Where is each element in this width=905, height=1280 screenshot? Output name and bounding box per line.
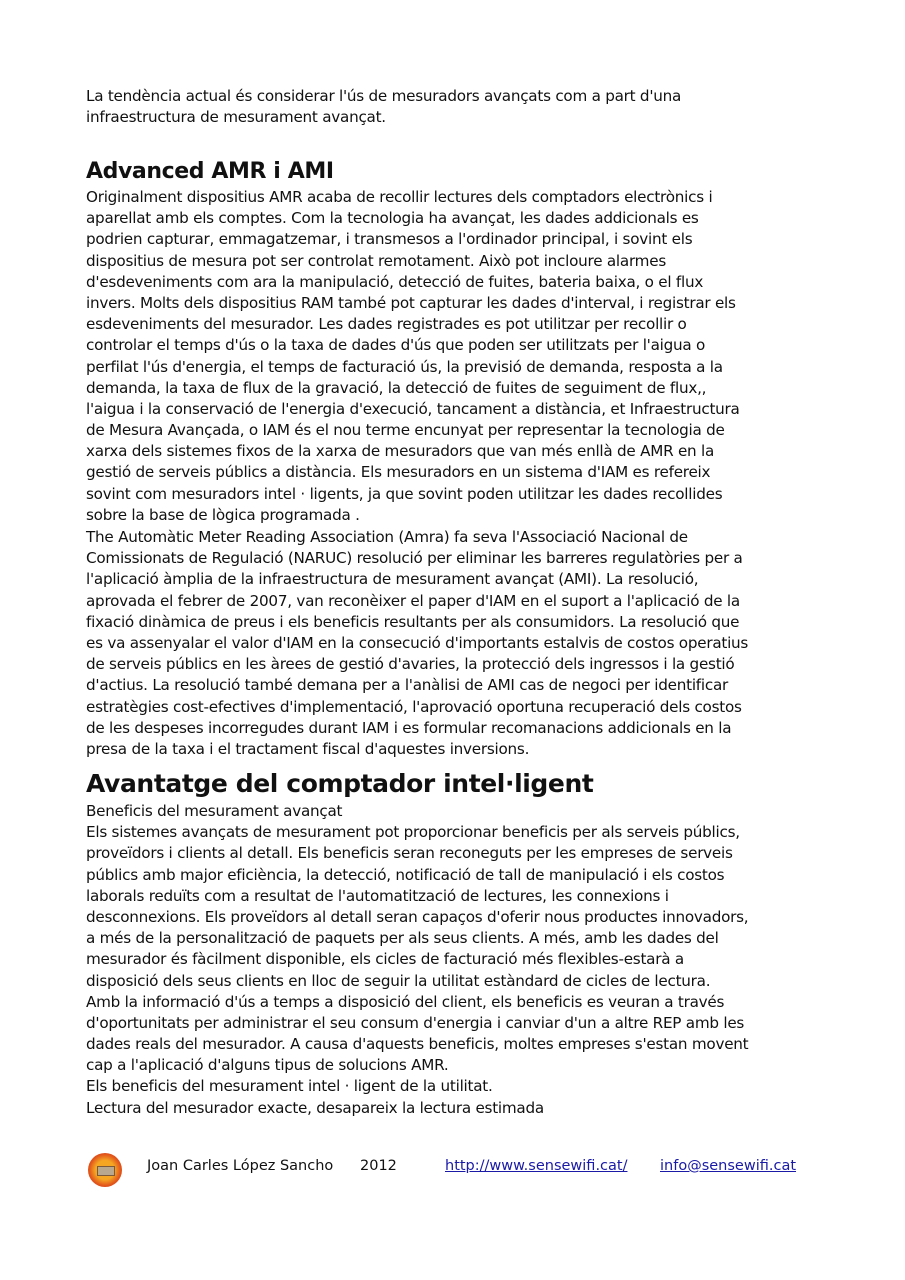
text-line: dispositius de mesura pot ser controlat remotament. Això pot incloure alarmes — [86, 251, 666, 270]
amr-ami-paragraph — [86, 187, 740, 526]
text-line: es va assenyalar el valor d'IAM en la consecució d'importants estalvis de costos operatius — [86, 633, 749, 652]
text-line: de Mesura Avançada, o IAM és el nou terme encunyat per representar la tecnologia de — [86, 421, 725, 440]
intro-paragraph — [86, 86, 681, 128]
text-line: públics amb major eficiència, la detecció, notificació de tall de manipulació i els costos — [86, 865, 725, 884]
text-line: Beneficis del mesurament avançat — [86, 802, 343, 820]
text-line: de les despeses incorregudes durant IAM i es formular recomanacions addicionals en la — [86, 718, 732, 737]
logo-icon — [88, 1153, 122, 1187]
text-line: Els beneficis del mesurament intel · ligent de la utilitat. — [86, 1077, 493, 1096]
text-line: infraestructura de mesurament avançat. — [86, 108, 386, 127]
text-line: proveïdors i clients al detall. Els beneficis seran reconeguts per les empreses de serveis — [86, 844, 733, 863]
text-line: de serveis públics en les àrees de gestió d'avaries, la protecció dels ingressos i la gestió — [86, 655, 735, 674]
footer-year: 2012 — [360, 1158, 397, 1174]
text-line: demanda, la taxa de flux de la gravació, la detecció de fuites de seguiment de flux,, — [86, 378, 707, 397]
text-line: gestió de serveis públics a distància. Els mesuradors en un sistema d'IAM es refereix — [86, 463, 711, 482]
text-line: Originalment dispositius AMR acaba de recollir lectures dels comptadors electrònics i — [86, 188, 713, 206]
footer-author: Joan Carles López Sancho — [147, 1158, 334, 1174]
text-line: l'aigua i la conservació de l'energia d'execució, tancament a distància, et Infraestructura — [86, 399, 740, 418]
text-line: La tendència actual és considerar l'ús de mesuradors avançats com a part d'una — [86, 87, 682, 105]
text-line: controlar el temps d'ús o la taxa de dades d'ús que poden ser utilitzats per l'aigua o — [86, 336, 706, 355]
footer-url-link[interactable]: http://www.sensewifi.cat/ — [445, 1158, 628, 1174]
text-line: d'oportunitats per administrar el seu consum d'energia i canviar d'un a altre REP amb les — [86, 1013, 745, 1032]
text-line: presa de la taxa i el tractament fiscal d'aquestes inversions. — [86, 739, 530, 758]
text-line: Comissionats de Regulació (NARUC) resolució per eliminar les barreres regulatòries per a — [86, 549, 743, 568]
text-line: a més de la personalització de paquets per als seus clients. A més, amb les dades del — [86, 929, 719, 948]
text-line: Lectura del mesurador exacte, desapareix la lectura estimada — [86, 1098, 544, 1117]
heading-advanced-amr-ami: Advanced AMR i AMI — [86, 159, 334, 184]
text-line: d'esdeveniments com ara la manipulació, detecció de fuites, bateria baixa, o el flux — [86, 272, 704, 291]
heading-smart-meter-advantage: Avantatge del comptador intel·ligent — [86, 769, 594, 798]
text-line: esdeveniments del mesurador. Les dades registrades es pot utilitzar per recollir o — [86, 315, 687, 334]
text-line: The Automàtic Meter Reading Association (Amra) fa seva l'Associació Nacional de — [86, 528, 688, 546]
text-line: sovint com mesuradors intel · ligents, ja que sovint poden utilitzar les dades recollides — [86, 484, 723, 503]
text-line: Els sistemes avançats de mesurament pot proporcionar beneficis per als serveis públics, — [86, 823, 740, 842]
text-line: Amb la informació d'ús a temps a disposició del client, els beneficis es veuran a través — [86, 992, 725, 1011]
text-line: fixació dinàmica de preus i els beneficis resultants per als consumidors. La resolució que — [86, 612, 740, 631]
text-line: sobre la base de lògica programada . — [86, 505, 360, 524]
text-line: invers. Molts dels dispositius RAM també pot capturar les dades d'interval, i registrar els — [86, 293, 736, 312]
footer-email-link[interactable]: info@sensewifi.cat — [660, 1158, 797, 1174]
text-line: mesurador és fàcilment disponible, els cicles de facturació més flexibles-estarà a — [86, 950, 684, 969]
text-line: aprovada el febrer de 2007, van reconèixer el paper d'IAM en el suport a l'aplicació de la — [86, 591, 740, 610]
text-line: cap a l'aplicació d'alguns tipus de solucions AMR. — [86, 1056, 449, 1075]
text-line: laborals reduïts com a resultat de l'automatització de lectures, les connexions i — [86, 886, 669, 905]
text-line: desconnexions. Els proveïdors al detall seran capaços d'oferir nous productes innovadors, — [86, 907, 749, 926]
text-line: xarxa dels sistemes fixos de la xarxa de mesuradors que van més enllà de AMR en la — [86, 442, 715, 461]
amra-paragraph — [86, 527, 748, 760]
text-line: disposició dels seus clients en lloc de seguir la utilitat estàndard de cicles de lectura. — [86, 971, 711, 990]
benefits-paragraph — [86, 801, 748, 1119]
page-footer — [86, 1150, 826, 1190]
text-line: podrien capturar, emmagatzemar, i transmesos a l'ordinador principal, i sovint els — [86, 230, 693, 249]
text-line: l'aplicació àmplia de la infraestructura de mesurament avançat (AMI). La resolució, — [86, 570, 699, 589]
text-line: aparellat amb els comptes. Com la tecnologia ha avançat, les dades addicionals es — [86, 209, 699, 228]
text-line: dades reals del mesurador. A causa d'aquests beneficis, moltes empreses s'estan movent — [86, 1035, 749, 1054]
text-line: estratègies cost-efectives d'implementació, l'aprovació oportuna recuperació dels costos — [86, 697, 742, 716]
text-line: d'actius. La resolució també demana per a l'anàlisi de AMI cas de negoci per identificar — [86, 676, 729, 695]
text-line: perfilat l'ús d'energia, el temps de facturació ús, la previsió de demanda, resposta a la — [86, 357, 723, 376]
